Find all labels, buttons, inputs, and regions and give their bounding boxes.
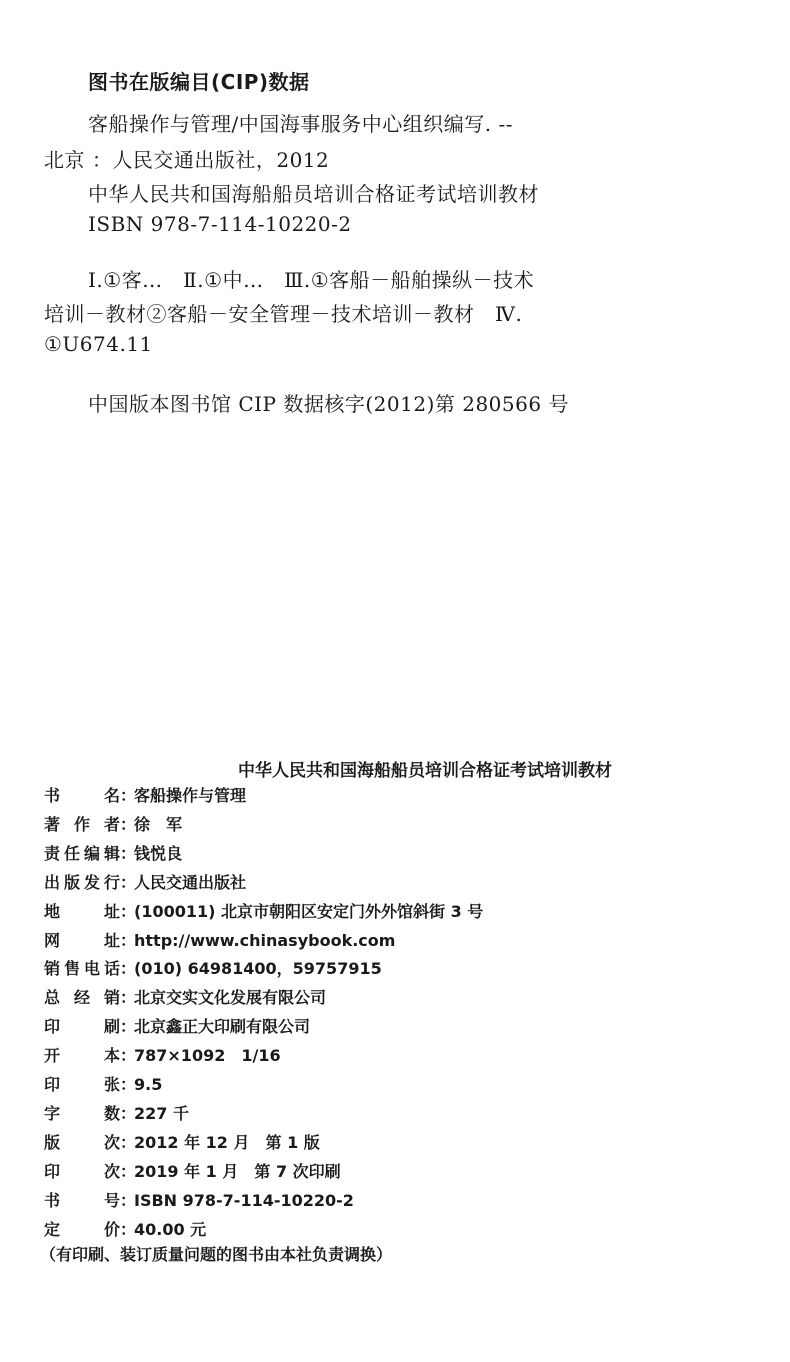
colophon-row-value: 客船操作与管理 [134, 786, 247, 805]
colophon-row-label: 出版发行 [44, 872, 120, 892]
colophon-row [44, 1159, 341, 1182]
colophon-row-label: 书 号 [44, 1190, 120, 1210]
colophon-row-value: 227 千 [134, 1103, 189, 1123]
colophon-row-value: 人民交通出版社 [134, 872, 247, 892]
colophon-row-colon: ： [120, 1132, 137, 1152]
colophon-row [44, 783, 246, 806]
colophon-row-value: 9.5 [134, 1075, 163, 1094]
colophon-row [44, 985, 326, 1008]
colophon-row-colon: ： [120, 930, 137, 950]
colophon-row-value: 40.00 元 [134, 1219, 207, 1239]
colophon-row-colon: ： [120, 1075, 137, 1094]
colophon-row-value: http://www.chinasybook.com [134, 930, 396, 950]
colophon-row [44, 1072, 162, 1095]
colophon-row [44, 928, 395, 951]
cip-line-publisher: 北京 ：人民交通出版社，2012 [44, 148, 330, 172]
colophon-row-colon: ： [120, 1219, 137, 1239]
colophon-row-value: 钱悦良 [134, 843, 183, 863]
colophon-row-label: 销售电话 [44, 959, 120, 979]
colophon-series-title: 中华人民共和国海船船员培训合格证考试培训教材 [238, 761, 612, 781]
colophon-row-colon: ： [120, 959, 137, 979]
colophon-row-label: 地 址 [44, 901, 120, 921]
colophon-row [44, 1101, 189, 1124]
colophon-note: （有印刷、装订质量问题的图书由本社负责调换） [40, 1245, 393, 1264]
colophon-row-label: 字 数 [44, 1103, 120, 1123]
cip-line-title-author: 客船操作与管理/中国海事服务中心组织编写. -- [88, 112, 513, 136]
colophon-row-label: 印 张 [44, 1075, 120, 1094]
cip-line-isbn: ISBN 978-7-114-10220-2 [88, 212, 352, 236]
colophon-row-value: 北京交实文化发展有限公司 [134, 988, 327, 1008]
colophon-row-colon: ： [120, 814, 137, 834]
colophon-row-label: 网 址 [44, 930, 120, 950]
colophon-row-value: 徐 军 [134, 814, 183, 834]
colophon-row [44, 1014, 310, 1037]
colophon-row [44, 956, 382, 979]
colophon-row-colon: ： [120, 901, 137, 921]
cip-line-subject-1: Ⅰ.①客… Ⅱ.①中… Ⅲ.①客船－船舶操纵－技术 [88, 268, 535, 292]
colophon-row [44, 841, 182, 864]
colophon-row [44, 899, 483, 922]
cip-line-classification: ①U674.11 [44, 332, 153, 356]
colophon-row-colon: ： [120, 1017, 137, 1037]
colophon-row-value: 2012 年 12 月 第 1 版 [134, 1132, 320, 1152]
colophon-row-colon: ： [120, 1046, 137, 1066]
colophon-row-label: 印 刷 [44, 1017, 120, 1037]
colophon-row-value: 北京鑫正大印刷有限公司 [134, 1017, 311, 1037]
colophon-row-colon: ： [120, 988, 137, 1008]
colophon-row-label: 开 本 [44, 1046, 120, 1066]
colophon-row [44, 1188, 354, 1211]
colophon-row-value: 2019 年 1 月 第 7 次印刷 [134, 1161, 341, 1181]
colophon-row-value: (010) 64981400，59757915 [134, 959, 382, 979]
colophon-row-value: ISBN 978-7-114-10220-2 [134, 1190, 354, 1210]
cip-line-verification: 中国版本图书馆 CIP 数据核字(2012)第 280566 号 [88, 392, 569, 416]
colophon-row-value: (100011) 北京市朝阳区安定门外外馆斜街 3 号 [134, 901, 484, 921]
colophon-row-label: 总 经 销 [44, 988, 120, 1008]
colophon-row [44, 1043, 281, 1066]
colophon-row-colon: ： [120, 843, 137, 863]
colophon-row-label: 印 次 [44, 1161, 120, 1181]
colophon-row-value: 787×1092 1/16 [134, 1046, 281, 1066]
cip-title: 图书在版编目(CIP)数据 [88, 70, 310, 94]
colophon-row-colon: ： [120, 1190, 137, 1210]
colophon-row-label: 书 名 [44, 786, 120, 805]
colophon-row-label: 责任编辑 [44, 843, 120, 863]
colophon-row [44, 812, 182, 835]
colophon-row-colon: ： [120, 786, 137, 805]
cip-line-subject-2: 培训－教材②客船－安全管理－技术培训－教材 Ⅳ. [44, 302, 523, 326]
colophon-row-colon: ： [120, 1103, 137, 1123]
colophon-row-label: 版 次 [44, 1132, 120, 1152]
colophon-row-colon: ： [120, 872, 137, 892]
colophon-row [44, 1130, 320, 1153]
colophon-row-label: 著 作 者 [44, 814, 120, 834]
colophon-row-label: 定 价 [44, 1219, 120, 1239]
colophon-row-colon: ： [120, 1161, 137, 1181]
colophon-row [44, 1217, 206, 1240]
cip-line-series: 中华人民共和国海船船员培训合格证考试培训教材 [88, 182, 539, 206]
colophon-row [44, 870, 246, 893]
